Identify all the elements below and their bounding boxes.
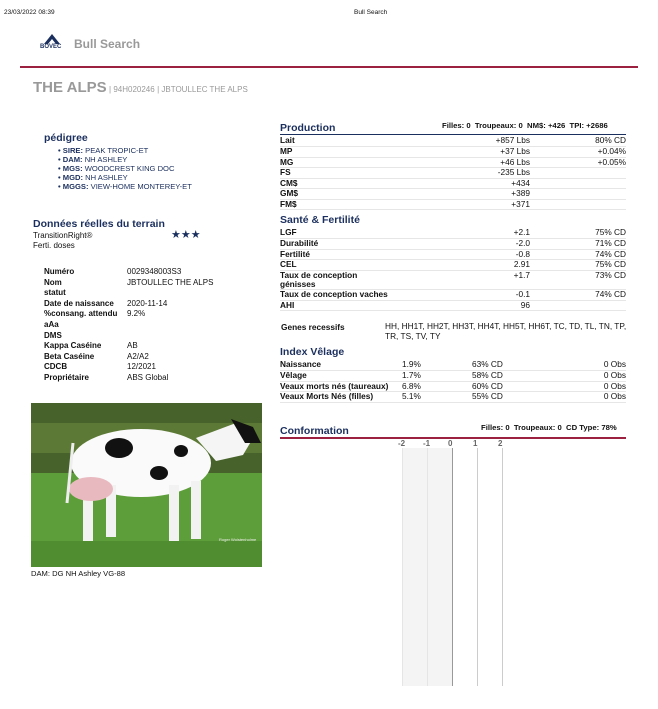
production-title: Production xyxy=(280,122,336,134)
grid-line xyxy=(477,448,478,686)
print-title: Bull Search xyxy=(354,9,388,16)
print-date: 23/03/2022 08:39 xyxy=(4,9,55,16)
info-value: JBTOULLEC THE ALPS xyxy=(127,277,214,287)
row-value: 1.9% xyxy=(402,360,472,371)
row-value xyxy=(530,199,626,210)
row-value: +37 Lbs xyxy=(420,147,530,158)
pedigree-item xyxy=(58,173,192,182)
row-value: 75% CD xyxy=(530,260,626,271)
row-value: +46 Lbs xyxy=(420,157,530,168)
table-row xyxy=(280,157,626,168)
velage-title: Index Vêlage xyxy=(280,346,345,358)
row-label: GM$ xyxy=(280,189,420,200)
row-label: Naissance xyxy=(280,360,402,371)
table-row xyxy=(280,360,626,371)
pedigree-item xyxy=(58,164,192,173)
row-label: FM$ xyxy=(280,199,420,210)
table-row xyxy=(280,199,626,210)
row-value: 73% CD xyxy=(530,270,626,290)
sante-title: Santé & Fertilité xyxy=(280,214,360,226)
row-value: 58% CD xyxy=(472,371,562,382)
row-value: 1.7% xyxy=(402,371,472,382)
info-row xyxy=(44,373,213,384)
info-value: 0029348003S3 xyxy=(127,267,182,276)
info-row xyxy=(44,331,213,342)
table-row xyxy=(280,136,626,147)
table-row xyxy=(280,290,626,301)
info-key: Nom xyxy=(44,277,62,287)
row-value: +0.05% xyxy=(530,157,626,168)
pedigree-value: NH ASHLEY xyxy=(85,173,128,183)
conformation-title: Conformation xyxy=(280,425,349,437)
production-table xyxy=(280,136,626,210)
row-value: 5.1% xyxy=(402,392,472,403)
genes-label: Genes recessifs xyxy=(281,322,345,332)
table-row xyxy=(280,147,626,158)
pedigree-key: • MGS: xyxy=(58,164,85,174)
pedigree-key: • MGGS: xyxy=(58,182,91,192)
row-value: 6.8% xyxy=(402,381,472,392)
grid-line xyxy=(452,448,453,686)
axis-tick-label: -1 xyxy=(423,439,431,448)
pedigree-item xyxy=(58,182,192,191)
bovec-logo xyxy=(40,30,64,54)
info-key: aAa xyxy=(44,319,59,329)
row-value: 0 Obs xyxy=(562,392,626,403)
row-value: +389 xyxy=(420,189,530,200)
row-label: AHI xyxy=(280,300,395,311)
table-row xyxy=(280,371,626,382)
pedigree-value: VIEW-HOME MONTEREY-ET xyxy=(90,182,192,192)
info-row xyxy=(44,352,213,363)
header-divider xyxy=(20,66,638,68)
row-value: 74% CD xyxy=(530,290,626,301)
info-value: 12/2021 xyxy=(127,362,156,372)
photo-credit: Roger Wolstenholme xyxy=(219,537,257,542)
field-data-title: Données réelles du terrain xyxy=(33,218,165,230)
photo-caption: DAM: DG NH Ashley VG-88 xyxy=(31,569,126,578)
info-key: Kappa Caséine xyxy=(44,341,102,351)
row-value: 71% CD xyxy=(530,239,626,250)
bull-name: THE ALPS xyxy=(33,79,107,96)
row-label: CEL xyxy=(280,260,395,271)
row-label: CM$ xyxy=(280,178,420,189)
row-value: 74% CD xyxy=(530,249,626,260)
rating-stars: ★★★ xyxy=(171,229,201,241)
row-value: 80% CD xyxy=(530,136,626,147)
row-value: 63% CD xyxy=(472,360,562,371)
row-value: -235 Lbs xyxy=(420,168,530,179)
ferti-doses: Ferti. doses xyxy=(33,241,75,250)
row-label: LGF xyxy=(280,228,395,239)
row-label: Taux de conception génisses xyxy=(280,270,395,290)
pedigree-key: • SIRE: xyxy=(58,146,86,155)
bull-title: THE ALPS | 94H020246 | JBTOULLEC THE ALPS xyxy=(33,79,248,96)
conformation-summary: Filles: 0 Troupeaux: 0 CD Type: 78% xyxy=(481,423,617,432)
info-key: Beta Caséine xyxy=(44,351,95,361)
info-value xyxy=(127,320,213,331)
info-key: %consang. attendu xyxy=(44,309,118,319)
logo-text: BOVEC xyxy=(40,44,62,50)
row-value xyxy=(530,189,626,200)
row-value: +1.7 xyxy=(395,270,530,290)
info-key: Date de naissance xyxy=(44,298,114,308)
grid-band xyxy=(402,448,452,686)
table-row xyxy=(280,228,626,239)
row-value: -0.8 xyxy=(395,249,530,260)
row-label: Lait xyxy=(280,136,420,147)
row-label: Veaux morts nés (taureaux) xyxy=(280,381,402,392)
table-row xyxy=(280,239,626,250)
pedigree-value: WOODCREST KING DOC xyxy=(84,164,175,174)
row-value xyxy=(530,168,626,179)
info-key: Numéro xyxy=(44,267,75,276)
axis-tick-label: 2 xyxy=(498,439,503,448)
grid-line xyxy=(502,448,503,686)
row-value: -0.1 xyxy=(395,290,530,301)
row-value: -2.0 xyxy=(395,239,530,250)
table-row xyxy=(280,270,626,290)
info-row xyxy=(44,320,213,331)
table-row xyxy=(280,189,626,200)
table-row xyxy=(280,392,626,403)
info-row xyxy=(44,341,213,352)
info-key: DMS xyxy=(44,330,62,340)
genes-value: HH, HH1T, HH2T, HH3T, HH4T, HH5T, HH6T, TC, TD, TL, TN, TP, TR, TS, TV, TY xyxy=(385,321,627,341)
table-row xyxy=(280,260,626,271)
dam-photo xyxy=(31,403,262,567)
app-title: Bull Search xyxy=(74,37,141,51)
row-value: +2.1 xyxy=(395,228,530,239)
info-value: AB xyxy=(127,341,138,351)
row-value xyxy=(530,178,626,189)
info-row xyxy=(44,299,213,310)
row-label: Taux de conception vaches xyxy=(280,290,395,301)
row-value: +857 Lbs xyxy=(420,136,530,147)
pedigree-value: NH ASHLEY xyxy=(84,155,128,165)
axis-tick-label: 0 xyxy=(448,439,453,448)
row-value: +434 xyxy=(420,178,530,189)
pedigree-item xyxy=(58,146,192,155)
info-row xyxy=(44,362,213,373)
row-label: Fertilité xyxy=(280,249,395,260)
transition-right: TransitionRight® xyxy=(33,231,93,240)
pedigree-list xyxy=(58,146,192,191)
sante-table xyxy=(280,228,626,311)
row-value: +0.04% xyxy=(530,147,626,158)
info-value: ABS Global xyxy=(127,372,169,382)
row-value: 55% CD xyxy=(472,392,562,403)
row-value: 2.91 xyxy=(395,260,530,271)
axis-tick-label: 1 xyxy=(473,439,478,448)
info-key: CDCB xyxy=(44,362,68,372)
row-value xyxy=(530,300,626,311)
row-label: Vêlage xyxy=(280,371,402,382)
info-value xyxy=(127,288,213,299)
info-row xyxy=(44,267,213,278)
production-summary: Filles: 0 Troupeaux: 0 NM$: +426 TPI: +2686 xyxy=(442,121,608,130)
pedigree-title: pédigree xyxy=(44,132,88,144)
info-row xyxy=(44,309,213,320)
bull-code: 94H020246 xyxy=(113,85,155,94)
table-row xyxy=(280,168,626,179)
row-value: 0 Obs xyxy=(562,360,626,371)
pedigree-item xyxy=(58,155,192,164)
pedigree-value: PEAK TROPIC-ET xyxy=(85,146,149,155)
row-label: FS xyxy=(280,168,420,179)
row-label: Durabilité xyxy=(280,239,395,250)
row-value: 0 Obs xyxy=(562,381,626,392)
info-key: statut xyxy=(44,288,66,298)
info-row xyxy=(44,278,213,289)
table-row xyxy=(280,178,626,189)
row-label: MG xyxy=(280,157,420,168)
info-key: Propriétaire xyxy=(44,372,89,382)
row-value: 0 Obs xyxy=(562,371,626,382)
info-value: 9.2% xyxy=(127,309,146,319)
velage-table xyxy=(280,360,626,403)
info-value: 2020-11-14 xyxy=(127,298,168,308)
table-row xyxy=(280,300,626,311)
row-value: 75% CD xyxy=(530,228,626,239)
info-row xyxy=(44,288,213,299)
row-value: 60% CD xyxy=(472,381,562,392)
bull-info-table xyxy=(44,267,213,384)
table-row xyxy=(280,381,626,392)
pedigree-key: • MGD: xyxy=(58,173,86,183)
table-row xyxy=(280,249,626,260)
row-value: 96 xyxy=(395,300,530,311)
row-label: Veaux Morts Nés (filles) xyxy=(280,392,402,403)
pedigree-key: • DAM: xyxy=(58,155,85,165)
row-label: MP xyxy=(280,147,420,158)
info-value xyxy=(127,331,213,342)
bull-full-name: JBTOULLEC THE ALPS xyxy=(161,85,248,94)
info-value: A2/A2 xyxy=(127,351,149,361)
axis-tick-label: -2 xyxy=(398,439,406,448)
row-value: +371 xyxy=(420,199,530,210)
